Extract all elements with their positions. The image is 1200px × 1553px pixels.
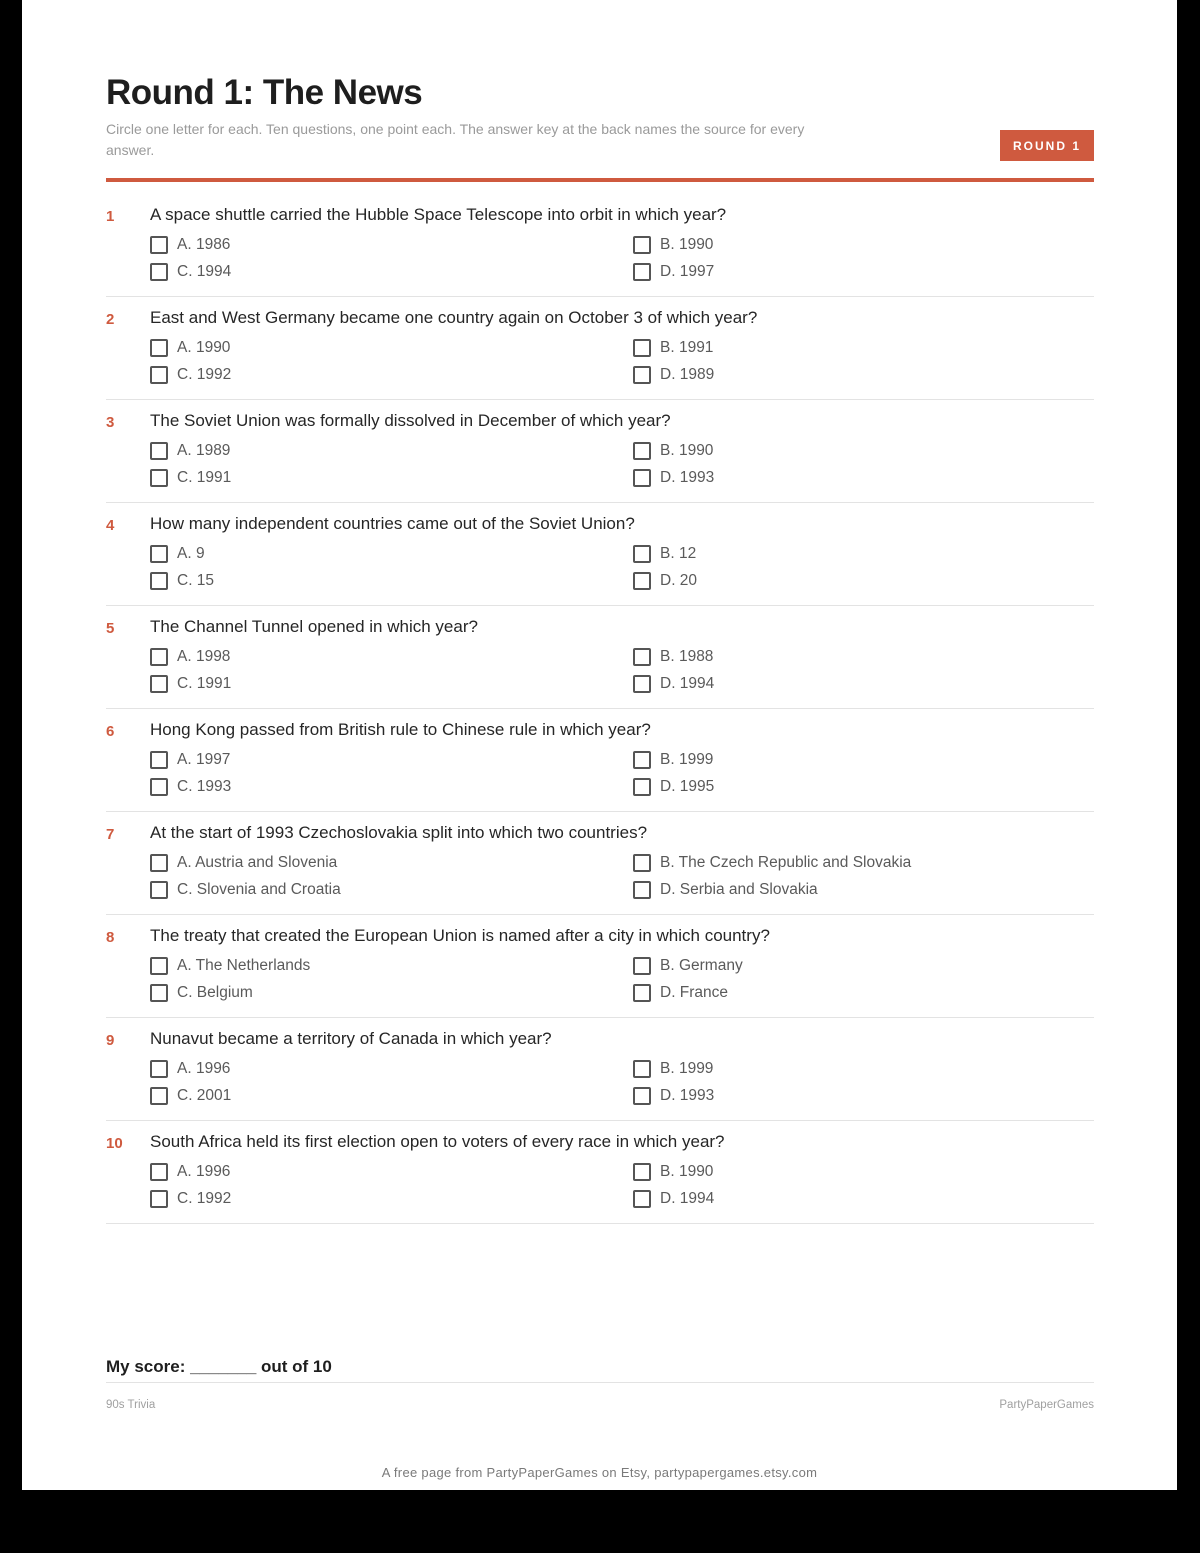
answer-option-c[interactable] xyxy=(150,572,214,590)
answer-option-label: A. 1996 xyxy=(177,1060,231,1077)
checkbox-icon[interactable] xyxy=(633,984,651,1002)
page-title: Round 1: The News xyxy=(106,73,423,112)
answer-option-b[interactable] xyxy=(633,648,713,666)
checkbox-icon[interactable] xyxy=(633,648,651,666)
checkbox-icon[interactable] xyxy=(633,1087,651,1105)
question-number: 3 xyxy=(106,414,115,431)
answer-option-label: C. 1991 xyxy=(177,675,232,692)
answer-option-label: D. Serbia and Slovakia xyxy=(660,881,818,898)
answer-option-b[interactable] xyxy=(633,751,713,769)
answer-option-c[interactable] xyxy=(150,881,341,899)
question-text: The Channel Tunnel opened in which year? xyxy=(150,617,478,636)
checkbox-icon[interactable] xyxy=(150,366,168,384)
answer-option-label: C. 15 xyxy=(177,572,215,589)
answer-option-label: D. France xyxy=(660,984,729,1001)
answer-option-label: A. 1997 xyxy=(177,751,231,768)
answer-option-a[interactable] xyxy=(150,442,230,460)
question-item xyxy=(106,1019,1094,1121)
question-item xyxy=(106,401,1094,503)
checkbox-icon[interactable] xyxy=(633,1190,651,1208)
checkbox-icon[interactable] xyxy=(150,263,168,281)
answer-option-label: B. 1990 xyxy=(660,442,714,459)
checkbox-icon[interactable] xyxy=(150,545,168,563)
answer-option-b[interactable] xyxy=(633,545,696,563)
question-number: 9 xyxy=(106,1032,115,1049)
question-text: The treaty that created the European Union is named after a city in which country? xyxy=(150,926,770,945)
footer-brand: PartyPaperGames xyxy=(999,1399,1094,1411)
answer-option-a[interactable] xyxy=(150,854,337,872)
answer-option-a[interactable] xyxy=(150,751,230,769)
answer-option-d[interactable] xyxy=(633,675,714,693)
instructions-text: Circle one letter for each. Ten questions, one point each. The answer key at the back names the source for every answer. xyxy=(106,121,805,158)
checkbox-icon[interactable] xyxy=(150,881,168,899)
answer-option-label: B. Germany xyxy=(660,957,743,974)
answer-option-b[interactable] xyxy=(633,957,743,975)
footer-title: 90s Trivia xyxy=(106,1399,156,1411)
question-text: At the start of 1993 Czechoslovakia split into which two countries? xyxy=(150,823,648,842)
question-item xyxy=(106,607,1094,709)
question-number: 7 xyxy=(106,826,115,843)
question-text: How many independent countries came out of the Soviet Union? xyxy=(150,514,635,533)
question-number: 1 xyxy=(106,208,115,225)
answer-option-d[interactable] xyxy=(633,778,714,796)
checkbox-icon[interactable] xyxy=(633,236,651,254)
answer-option-label: D. 1997 xyxy=(660,263,715,280)
question-item xyxy=(106,813,1094,915)
checkbox-icon[interactable] xyxy=(633,442,651,460)
answer-option-label: C. 2001 xyxy=(177,1087,232,1104)
question-number: 10 xyxy=(106,1135,123,1152)
header-divider xyxy=(106,178,1094,182)
answer-option-a[interactable] xyxy=(150,1163,230,1181)
question-list xyxy=(106,195,1094,1225)
answer-option-label: B. 1999 xyxy=(660,1060,714,1077)
checkbox-icon[interactable] xyxy=(150,751,168,769)
question-text: Hong Kong passed from British rule to Chinese rule in which year? xyxy=(150,720,651,739)
checkbox-icon[interactable] xyxy=(150,1190,168,1208)
answer-option-d[interactable] xyxy=(633,1190,714,1208)
checkbox-icon[interactable] xyxy=(633,572,651,590)
answer-option-c[interactable] xyxy=(150,263,231,281)
checkbox-icon[interactable] xyxy=(633,881,651,899)
answer-option-label: C. 1992 xyxy=(177,1190,232,1207)
answer-option-b[interactable] xyxy=(633,339,713,357)
checkbox-icon[interactable] xyxy=(150,675,168,693)
answer-option-d[interactable] xyxy=(633,366,714,384)
checkbox-icon[interactable] xyxy=(150,1163,168,1181)
answer-option-label: C. 1994 xyxy=(177,263,232,280)
answer-option-label: D. 1989 xyxy=(660,366,715,383)
answer-option-label: B. The Czech Republic and Slovakia xyxy=(660,854,912,871)
checkbox-icon[interactable] xyxy=(150,339,168,357)
question-item xyxy=(106,710,1094,812)
question-text: South Africa held its first election open to voters of every race in which year? xyxy=(150,1132,725,1151)
question-number: 2 xyxy=(106,311,115,328)
answer-option-label: A. Austria and Slovenia xyxy=(177,854,338,871)
answer-option-label: A. 9 xyxy=(177,545,205,562)
checkbox-icon[interactable] xyxy=(633,854,651,872)
answer-option-d[interactable] xyxy=(633,881,818,899)
checkbox-icon[interactable] xyxy=(633,1163,651,1181)
answer-option-label: D. 1994 xyxy=(660,1190,715,1207)
question-text: The Soviet Union was formally dissolved in December of which year? xyxy=(150,411,671,430)
answer-option-label: D. 1993 xyxy=(660,469,715,486)
answer-option-b[interactable] xyxy=(633,236,713,254)
answer-option-c[interactable] xyxy=(150,366,231,384)
answer-option-a[interactable] xyxy=(150,648,230,666)
answer-option-label: D. 1994 xyxy=(660,675,715,692)
footer-note: A free page from PartyPaperGames on Etsy, partypapergames.etsy.com xyxy=(381,1465,818,1480)
answer-option-label: B. 1990 xyxy=(660,1163,714,1180)
worksheet-page xyxy=(22,0,1177,1490)
checkbox-icon[interactable] xyxy=(633,778,651,796)
answer-option-label: C. Slovenia and Croatia xyxy=(177,881,341,898)
question-text: A space shuttle carried the Hubble Space Telescope into orbit in which year? xyxy=(150,205,727,224)
answer-option-d[interactable] xyxy=(633,1087,714,1105)
answer-option-c[interactable] xyxy=(150,469,231,487)
answer-option-label: C. 1993 xyxy=(177,778,232,795)
checkbox-icon[interactable] xyxy=(633,339,651,357)
answer-option-c[interactable] xyxy=(150,1190,231,1208)
answer-option-label: B. 1991 xyxy=(660,339,714,356)
checkbox-icon[interactable] xyxy=(150,442,168,460)
checkbox-icon[interactable] xyxy=(150,984,168,1002)
checkbox-icon[interactable] xyxy=(150,648,168,666)
answer-option-d[interactable] xyxy=(633,263,714,281)
answer-option-c[interactable] xyxy=(150,778,231,796)
answer-option-b[interactable] xyxy=(633,1060,713,1078)
answer-option-c[interactable] xyxy=(150,984,253,1002)
checkbox-icon[interactable] xyxy=(150,236,168,254)
answer-option-label: D. 20 xyxy=(660,572,698,589)
question-text: Nunavut became a territory of Canada in which year? xyxy=(150,1029,552,1048)
answer-option-label: B. 1990 xyxy=(660,236,714,253)
answer-option-b[interactable] xyxy=(633,1163,713,1181)
answer-option-d[interactable] xyxy=(633,469,714,487)
checkbox-icon[interactable] xyxy=(633,957,651,975)
score-line: My score: _______ out of 10 xyxy=(106,1357,332,1376)
question-number: 5 xyxy=(106,620,115,637)
answer-option-label: A. 1990 xyxy=(177,339,231,356)
answer-option-label: A. 1986 xyxy=(177,236,231,253)
question-number: 4 xyxy=(106,517,115,534)
checkbox-icon[interactable] xyxy=(150,957,168,975)
question-number: 8 xyxy=(106,929,115,946)
answer-option-label: C. 1992 xyxy=(177,366,232,383)
answer-option-a[interactable] xyxy=(150,957,310,975)
answer-option-d[interactable] xyxy=(633,984,728,1002)
answer-option-a[interactable] xyxy=(150,1060,230,1078)
question-item xyxy=(106,916,1094,1018)
answer-option-label: B. 1988 xyxy=(660,648,714,665)
checkbox-icon[interactable] xyxy=(150,572,168,590)
checkbox-icon[interactable] xyxy=(633,1060,651,1078)
question-item xyxy=(106,195,1094,297)
checkbox-icon[interactable] xyxy=(633,545,651,563)
checkbox-icon[interactable] xyxy=(150,469,168,487)
checkbox-icon[interactable] xyxy=(150,778,168,796)
answer-option-a[interactable] xyxy=(150,236,230,254)
checkbox-icon[interactable] xyxy=(633,366,651,384)
answer-option-label: C. Belgium xyxy=(177,984,253,1001)
answer-option-b[interactable] xyxy=(633,442,713,460)
answer-option-label: D. 1995 xyxy=(660,778,715,795)
question-text: East and West Germany became one country again on October 3 of which year? xyxy=(150,308,758,327)
checkbox-icon[interactable] xyxy=(633,469,651,487)
answer-option-label: A. 1989 xyxy=(177,442,231,459)
question-item xyxy=(106,504,1094,606)
answer-option-c[interactable] xyxy=(150,1087,231,1105)
checkbox-icon[interactable] xyxy=(150,1087,168,1105)
answer-option-label: A. 1998 xyxy=(177,648,231,665)
question-item xyxy=(106,1122,1094,1224)
checkbox-icon[interactable] xyxy=(633,675,651,693)
answer-option-d[interactable] xyxy=(633,572,697,590)
answer-option-b[interactable] xyxy=(633,854,911,872)
answer-option-label: A. The Netherlands xyxy=(177,957,311,974)
answer-option-label: A. 1996 xyxy=(177,1163,231,1180)
score-divider xyxy=(106,1382,1094,1383)
checkbox-icon[interactable] xyxy=(150,1060,168,1078)
checkbox-icon[interactable] xyxy=(150,854,168,872)
question-item xyxy=(106,298,1094,400)
answer-option-label: B. 1999 xyxy=(660,751,714,768)
answer-option-c[interactable] xyxy=(150,675,231,693)
answer-option-a[interactable] xyxy=(150,545,205,563)
question-number: 6 xyxy=(106,723,115,740)
checkbox-icon[interactable] xyxy=(633,751,651,769)
round-badge: ROUND 1 xyxy=(1000,130,1094,161)
answer-option-label: D. 1993 xyxy=(660,1087,715,1104)
answer-option-label: B. 12 xyxy=(660,545,697,562)
answer-option-label: C. 1991 xyxy=(177,469,232,486)
checkbox-icon[interactable] xyxy=(633,263,651,281)
answer-option-a[interactable] xyxy=(150,339,230,357)
